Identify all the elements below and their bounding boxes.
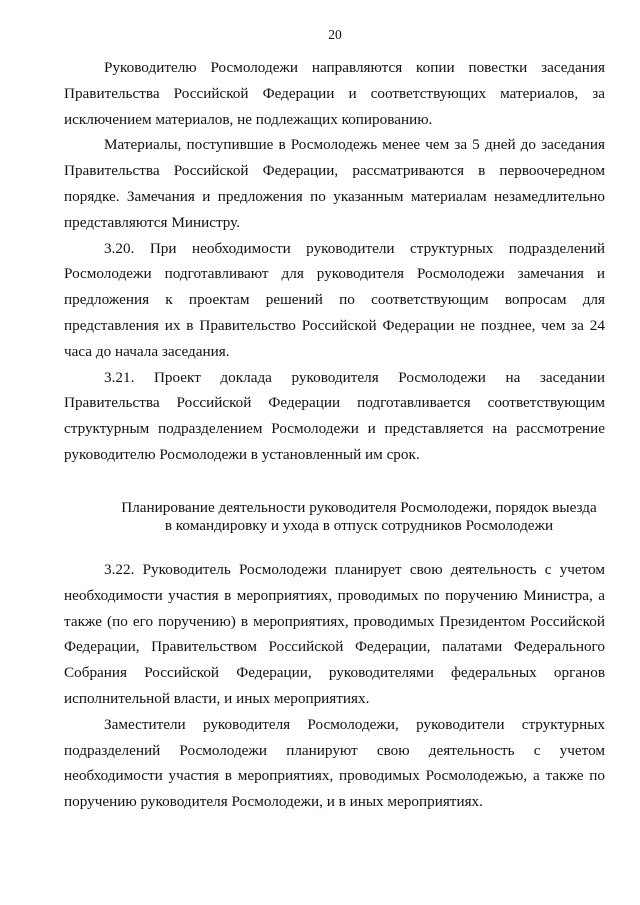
section-heading-line-1: Планирование деятельности руководителя Росмолодежи, порядок выезда <box>121 499 597 516</box>
page-number: 20 <box>328 27 342 42</box>
paragraph-3-22: 3.22. Руководитель Росмолодежи планирует свою деятельность с учетом необходимости участия в мероприятиях, проводимых по поручению Министра, а также (по его поручению) в мероприятиях, проводимых Президентом Российской Федерации, Правительством Российской Федерации, палатами Федерального Собрания Российской Федерации, руководителями федеральных органов исполнительной власти, и иных мероприятиях. <box>64 561 605 707</box>
body-text-top <box>64 55 605 468</box>
paragraph-late-materials: Материалы, поступившие в Росмолодежь менее чем за 5 дней до заседания Правительства Российской Федерации, рассматриваются в первоочередном порядке. Замечания и предложения по указанным материалам незамедлительно представляются Министру. <box>64 136 605 231</box>
paragraph-copies-of-agenda: Руководителю Росмолодежи направляются копии повестки заседания Правительства Российской Федерации и соответствующих материалов, за исключением материалов, не подлежащих копированию. <box>64 59 605 128</box>
section-heading <box>64 499 640 535</box>
paragraph-3-21: 3.21. Проект доклада руководителя Росмолодежи на заседании Правительства Российской Федерации подготавливается соответствующим структурным подразделением Росмолодежи и представляется на рассмотрение руководителю Росмолодежи в установленный им срок. <box>64 368 605 463</box>
paragraph-deputies-planning: Заместители руководителя Росмолодежи, руководители структурных подразделений Росмолодежи планируют свою деятельность с учетом необходимости участия в мероприятиях, проводимых Росмолодежью, а также по поручению руководителя Росмолодежи, и в иных мероприятиях. <box>64 715 605 811</box>
body-text-bottom <box>64 557 605 815</box>
section-heading-line-2: в командировку и ухода в отпуск сотрудников Росмолодежи <box>164 517 554 534</box>
paragraph-3-20: 3.20. При необходимости руководители структурных подразделений Росмолодежи подготавливают для руководителя Росмолодежи замечания и предложения к проектам решений по соответствующим вопросам для представления их в Правительство Российской Федерации не позднее, чем за 24 часа до начала заседания. <box>64 239 605 360</box>
